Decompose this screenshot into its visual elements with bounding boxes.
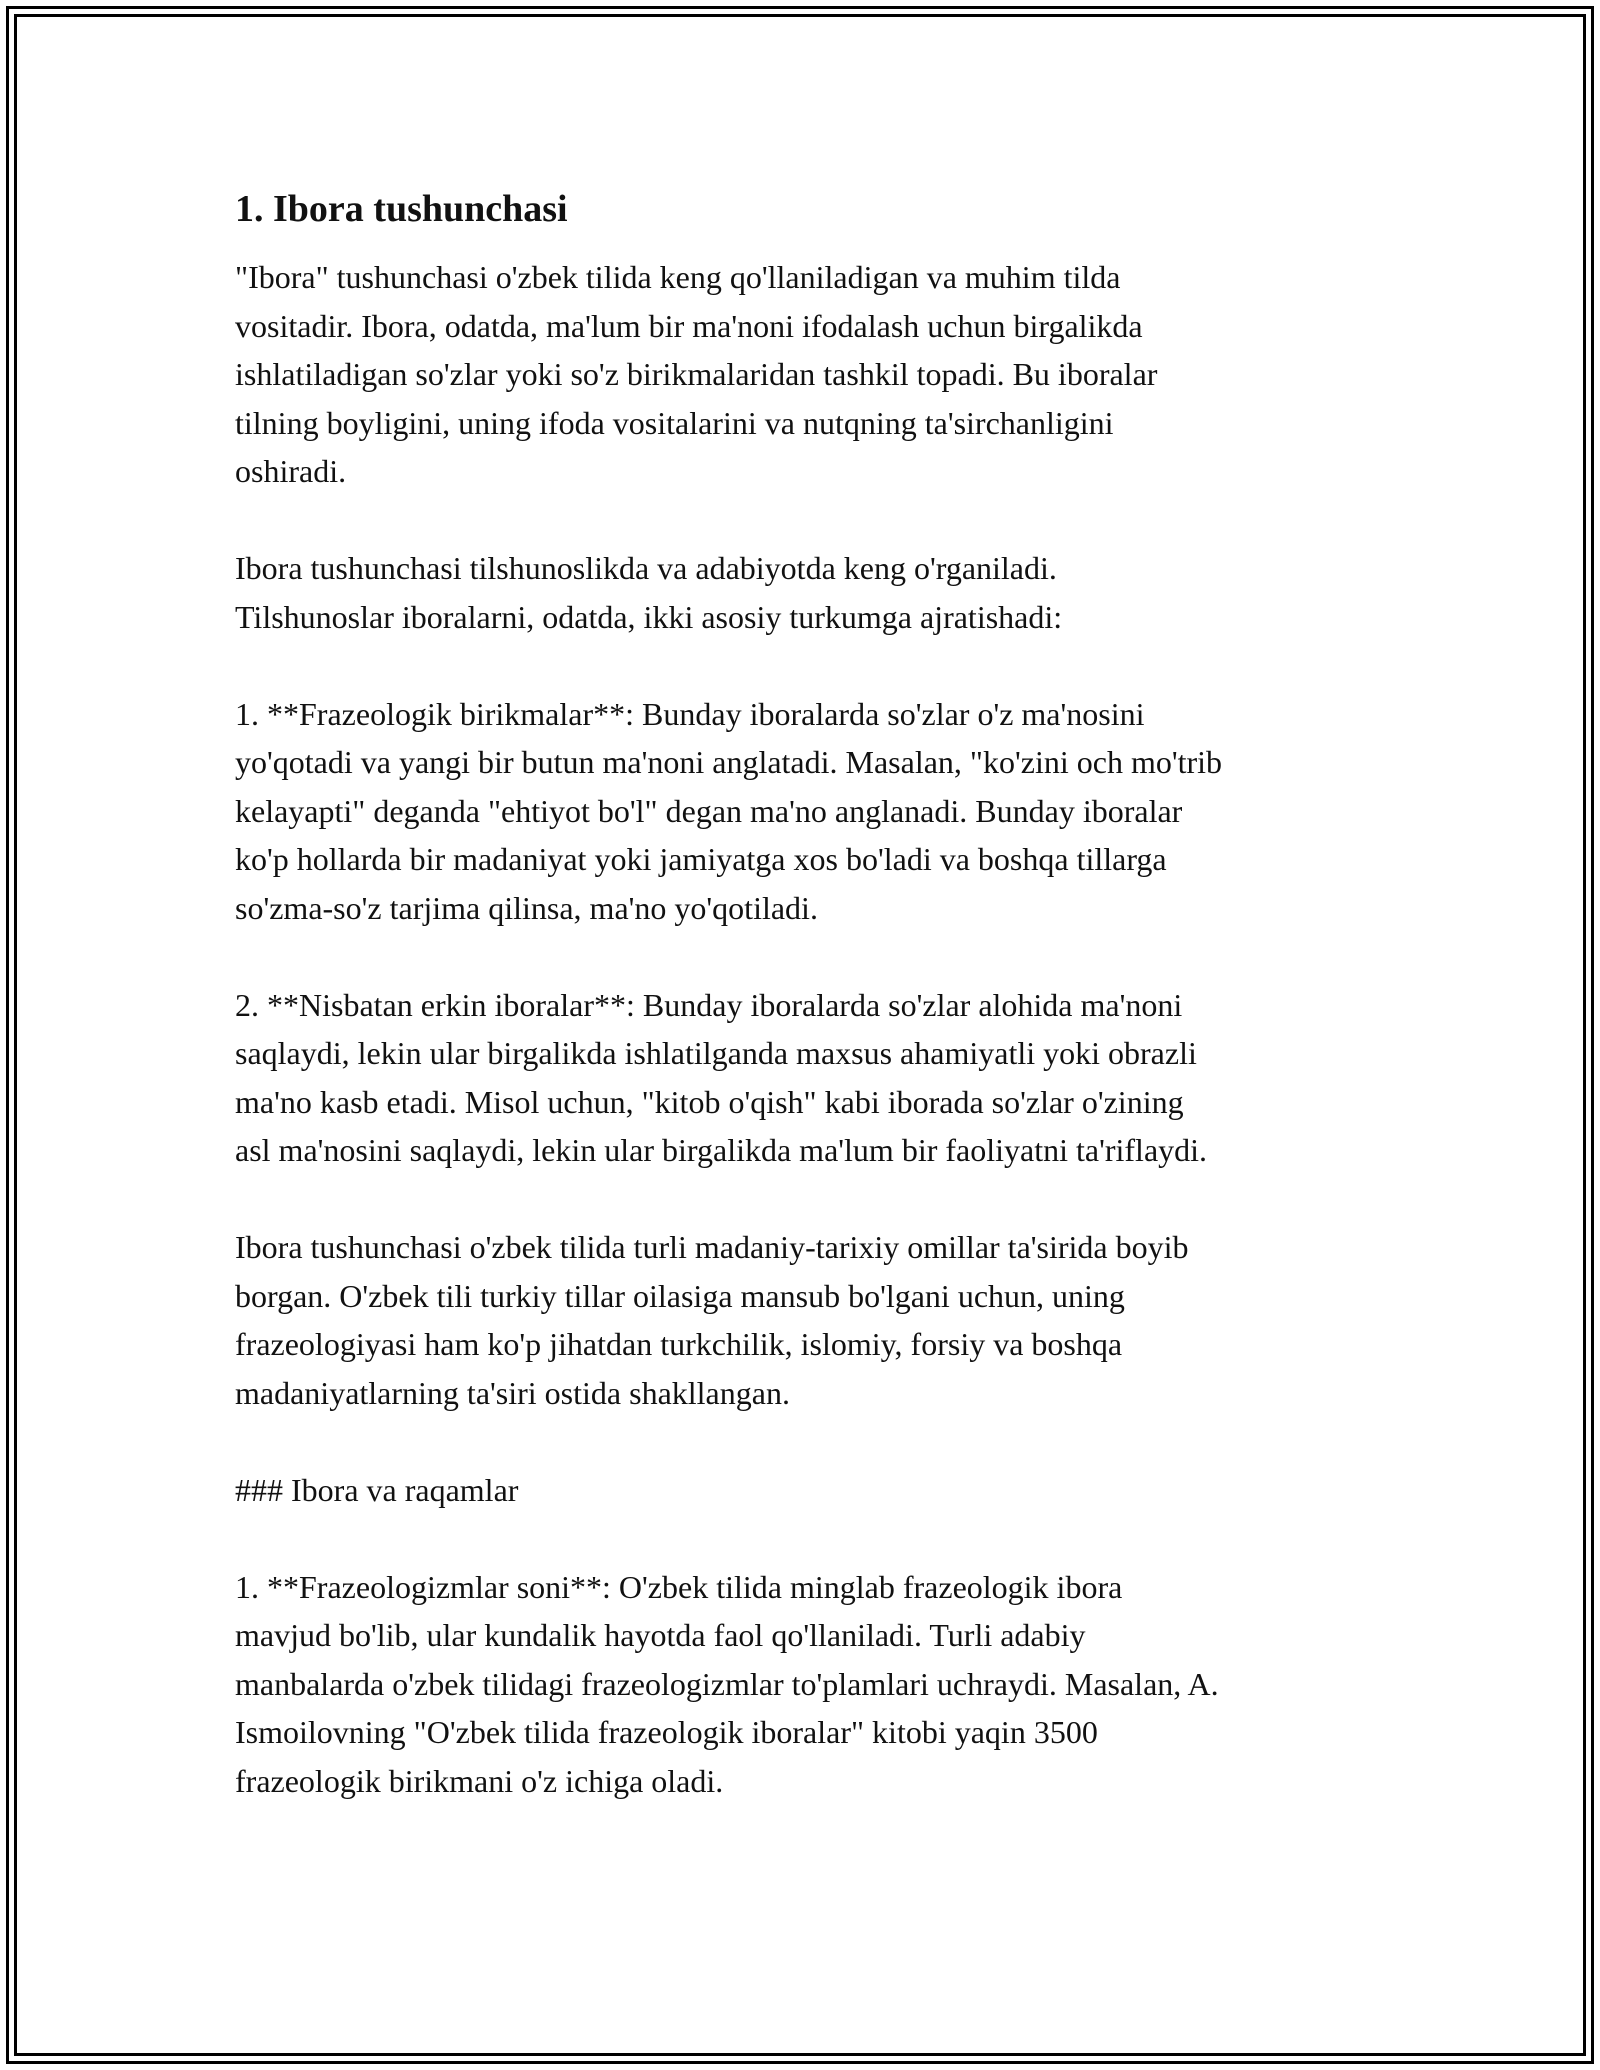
paragraph-item-2: 2. **Nisbatan erkin iboralar**: Bunday iboralarda so'zlar alohida ma'noni saqlaydi, lekin ular birgalikda ishlatilganda maxsus ahamiyatli yoki obrazli ma'no kasb etadi. Misol uchun, "kitob o'qish" kabi iborada so'zlar o'zining asl ma'nosini saqlaydi, lekin ular birgalikda ma'lum bir faoliyatni ta'riflaydi.: [235, 986, 1208, 1168]
paragraph-history: Ibora tushunchasi o'zbek tilida turli madaniy-tarixiy omillar ta'sirida boyib borgan. O'zbek tili turkiy tillar oilasiga mansub bo'lgani uchun, uning frazeologiyasi ham ko'p jihatdan turkchilik, islomiy, forsiy va boshqa madaniyatlarning ta'siri ostida shakllangan.: [235, 1229, 1189, 1411]
document-body: [235, 185, 1380, 1805]
subheading-ibora-va-raqamlar: ### Ibora va raqamlar: [235, 1471, 519, 1508]
paragraph-intro: "Ibora" tushunchasi o'zbek tilida keng qo'llaniladigan va muhim tilda vositadir. Ibora, odatda, ma'lum bir ma'noni ifodalash uchun birgalikda ishlatiladigan so'zlar yoki so'z birikmalaridan tashkil topadi. Bu iboralar tilning boyligini, uning ifoda vositalarini va nutqning ta'sirchanligini oshiradi.: [235, 259, 1158, 489]
paragraph-frazeologizmlar-soni: 1. **Frazeologizmlar soni**: O'zbek tilida minglab frazeologik ibora mavjud bo'lib, ular kundalik hayotda faol qo'llaniladi. Turli adabiy manbalarda o'zbek tilidagi frazeologizmlar to'plamlari uchraydi. Masalan, A. Ismoilovning "O'zbek tilida frazeologik iboralar" kitobi yaqin 3500 frazeologik birikmani o'z ichiga oladi.: [235, 1568, 1219, 1799]
paragraph-study: Ibora tushunchasi tilshunoslikda va adabiyotda keng o'rganiladi. Tilshunoslar iboralarni, odatda, ikki asosiy turkumga ajratishadi:: [235, 550, 1063, 635]
section-heading: 1. Ibora tushunchasi: [235, 188, 568, 230]
paragraph-item-1: 1. **Frazeologik birikmalar**: Bunday iboralarda so'zlar o'z ma'nosini yo'qotadi va yangi bir butun ma'noni anglatadi. Masalan, "ko'zini och mo'trib kelayapti" deganda "ehtiyot bo'l" degan ma'no anglanadi. Bunday iboralar ko'p hollarda bir madaniyat yoki jamiyatga xos bo'ladi va boshqa tillarga so'zma-so'z tarjima qilinsa, ma'no yo'qotiladi.: [235, 695, 1223, 926]
